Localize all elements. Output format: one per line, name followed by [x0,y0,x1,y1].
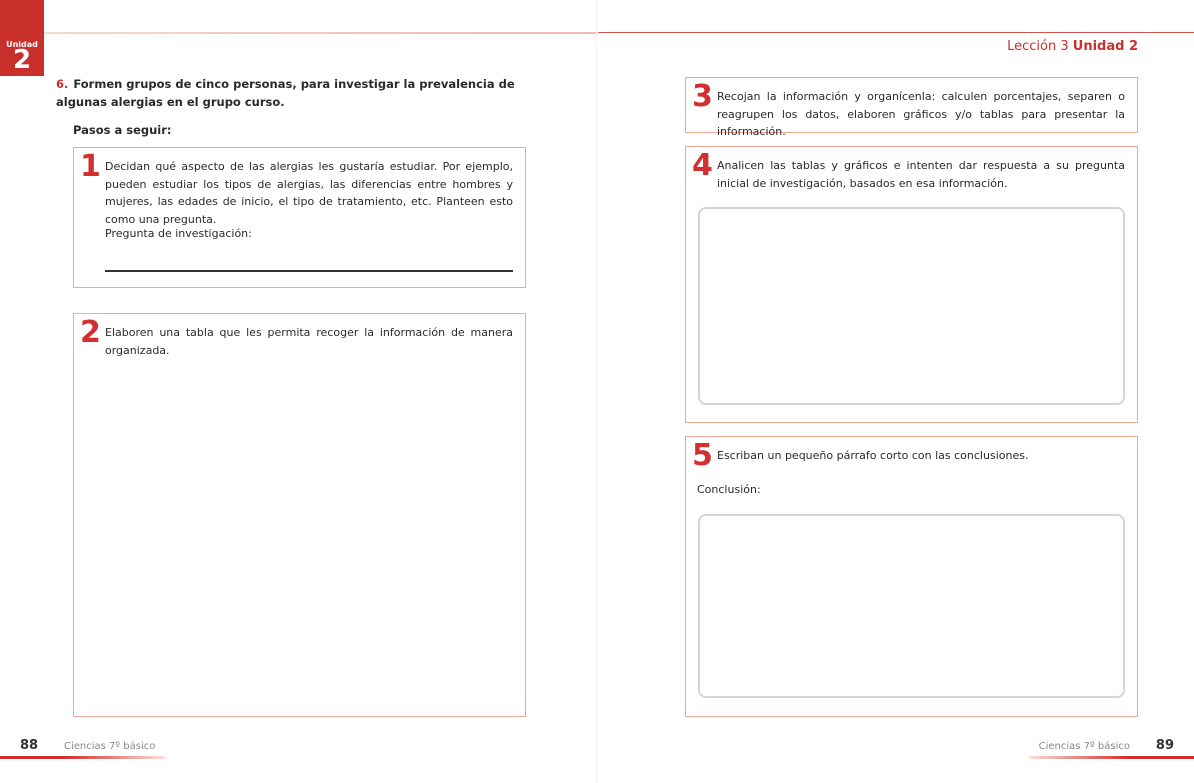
research-question-line[interactable] [105,270,513,272]
lesson-header [1007,39,1138,54]
steps-label: Pasos a seguir: [73,123,172,137]
book-title-right: Ciencias 7º básico [1038,741,1130,752]
step-5-box [685,436,1138,717]
page-gutter [596,0,597,783]
step-number: 2 [80,315,101,350]
activity-text: Formen grupos de cinco personas, para investigar la prevalencia de algunas alergias en el grupo curso. [56,77,515,109]
step-4-box [685,146,1138,423]
header-rule-left [44,32,596,34]
book-title-left: Ciencias 7º básico [64,741,156,752]
step-number: 5 [692,438,713,473]
lesson-label: Lección 3 [1007,39,1069,54]
activity-number: 6. [56,77,69,91]
step-text: Decidan qué aspecto de las alergias les gustaría estudiar. Por ejemplo, pueden estudiar los tipos de alergias, las diferencias entre hombres y mujeres, las edades de inicio, el tipo de tratamiento, etc. Planteen esto como una pregunta. [105,160,513,226]
footer-bar-left [0,756,165,759]
step-number: 4 [692,148,713,183]
conclusion-answer-area[interactable] [698,514,1125,698]
conclusion-label: Conclusión: [697,483,761,496]
unit-label: Unidad 2 [1072,39,1138,54]
step-text: Recojan la información y organícenla: calculen porcentajes, separen o reagrupen los datos, elaboren gráficos y/o tablas para presentar la información. [717,90,1125,138]
step-number: 1 [80,149,101,184]
footer-bar-right [1029,756,1194,759]
step-number: 3 [692,79,713,114]
activity-title [56,75,536,111]
step-1-box [73,147,526,288]
page-number-right: 89 [1155,738,1174,753]
unit-tab-number: 2 [12,45,32,75]
step-text: Analicen las tablas y gráficos e intenten dar respuesta a su pregunta inicial de investigación, basados en esa información. [717,159,1125,190]
page-number-left: 88 [20,738,39,753]
research-question-label: Pregunta de investigación: [105,227,252,240]
step-text: Escriban un pequeño párrafo corto con las conclusiones. [717,449,1029,462]
step-text: Elaboren una tabla que les permita recoger la información de manera organizada. [105,326,513,357]
unit-tab [0,0,44,76]
header-rule-right [598,32,1194,33]
analysis-answer-area[interactable] [698,207,1125,405]
step-3-box [685,77,1138,138]
unit-tab-label: Unidad [6,40,38,49]
step-2-box [73,313,526,717]
